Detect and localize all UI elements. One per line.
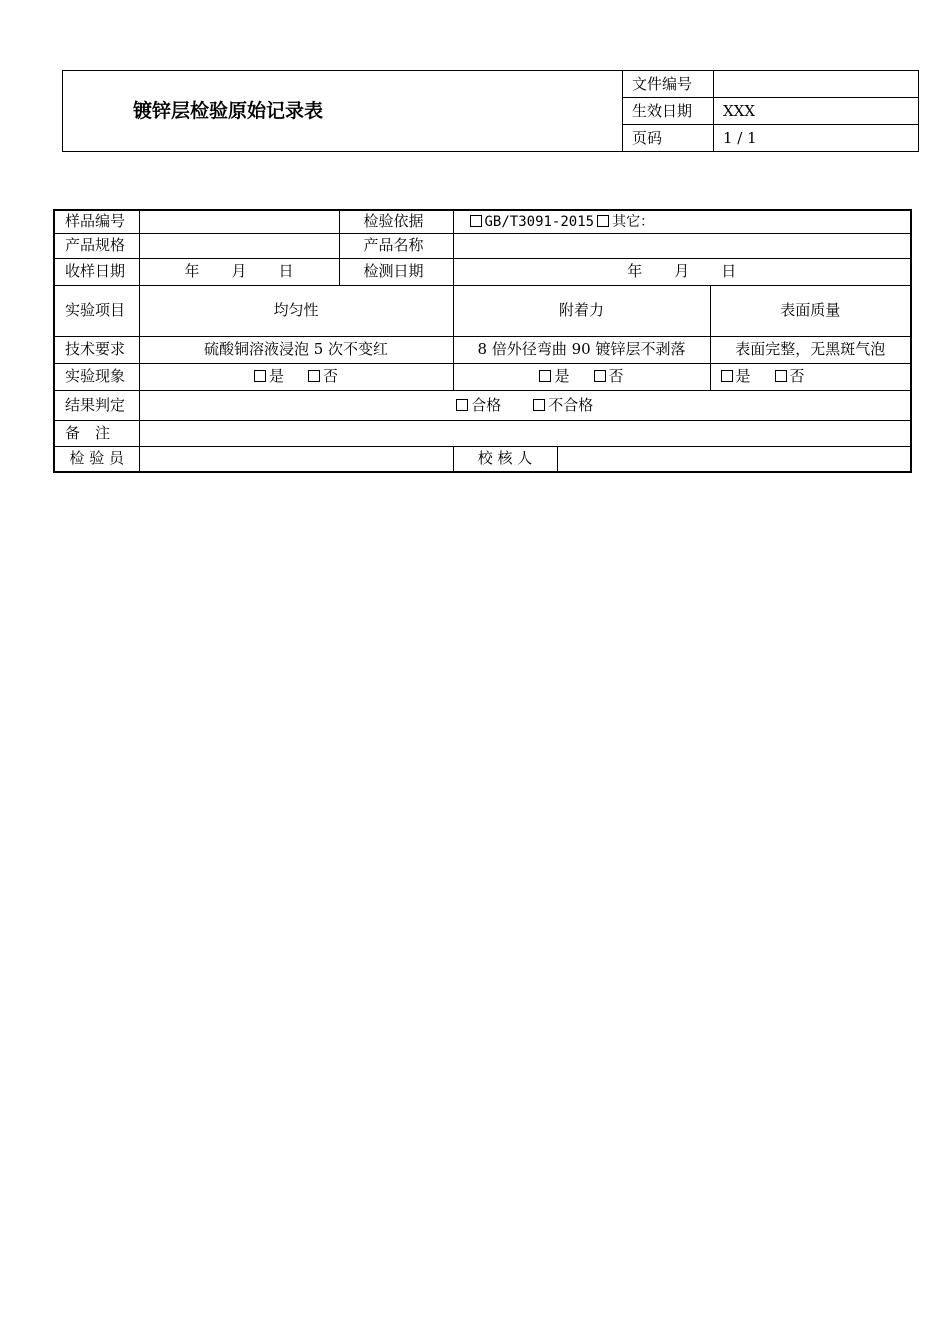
uniformity-no-label: 否 — [323, 367, 339, 385]
basis-options — [453, 210, 911, 233]
pass-label: 合格 — [471, 395, 502, 414]
table-row — [54, 285, 911, 336]
result-label: 结果判定 — [54, 390, 139, 420]
inspect-date-label: 检测日期 — [339, 258, 453, 285]
receive-date-label: 收样日期 — [54, 258, 139, 285]
test-item-adhesion: 附着力 — [453, 285, 710, 336]
test-item-surface: 表面质量 — [710, 285, 911, 336]
inspect-date-field[interactable] — [453, 258, 911, 285]
adhesion-yes-checkbox[interactable] — [539, 370, 551, 382]
file-no-label: 文件编号 — [623, 71, 714, 98]
inspector-label: 检 验 员 — [54, 446, 139, 472]
test-item-label: 实验项目 — [54, 285, 139, 336]
tech-req-label: 技术要求 — [54, 336, 139, 363]
document-title: 镀锌层检验原始记录表 — [63, 71, 623, 152]
table-row — [54, 258, 911, 285]
page-label: 页码 — [623, 125, 714, 152]
product-name-field[interactable] — [453, 233, 911, 258]
table-row — [54, 210, 911, 233]
fail-checkbox[interactable] — [533, 399, 545, 411]
requirement-surface: 表面完整，无黑斑气泡 — [710, 336, 911, 363]
phenomenon-uniformity — [139, 363, 453, 390]
surface-no-label: 否 — [789, 367, 805, 385]
receive-month: 月 — [231, 262, 247, 280]
test-item-uniformity: 均匀性 — [139, 285, 453, 336]
product-name-label: 产品名称 — [339, 233, 453, 258]
surface-yes-label: 是 — [735, 367, 751, 385]
phenomenon-adhesion — [453, 363, 710, 390]
table-row — [54, 363, 911, 390]
spec-field[interactable] — [139, 233, 339, 258]
remark-label: 备 注 — [54, 420, 139, 446]
file-no-value[interactable] — [714, 71, 919, 98]
adhesion-no-label: 否 — [608, 367, 624, 385]
table-row — [54, 233, 911, 258]
adhesion-yes-label: 是 — [554, 367, 570, 385]
uniformity-yes-label: 是 — [268, 367, 284, 385]
reviewer-label: 校 核 人 — [453, 446, 557, 472]
document-header — [62, 70, 919, 152]
table-row — [54, 390, 911, 420]
requirement-adhesion: 8 倍外径弯曲 90 镀锌层不剥落 — [453, 336, 710, 363]
basis-gb-checkbox[interactable] — [470, 215, 482, 227]
inspector-field[interactable] — [139, 446, 453, 472]
adhesion-no-checkbox[interactable] — [594, 370, 606, 382]
effective-date-value[interactable]: XXX — [714, 98, 919, 125]
table-row — [54, 336, 911, 363]
surface-no-checkbox[interactable] — [775, 370, 787, 382]
sample-no-label: 样品编号 — [54, 210, 139, 233]
phenomenon-surface — [710, 363, 911, 390]
remark-field[interactable] — [139, 420, 911, 446]
spec-label: 产品规格 — [54, 233, 139, 258]
sample-no-field[interactable] — [139, 210, 339, 233]
receive-day: 日 — [278, 262, 294, 280]
requirement-uniformity: 硫酸铜溶液浸泡 5 次不变红 — [139, 336, 453, 363]
inspect-year: 年 — [627, 262, 643, 280]
uniformity-yes-checkbox[interactable] — [254, 370, 266, 382]
page-value: 1 / 1 — [714, 125, 919, 152]
table-row — [54, 420, 911, 446]
inspect-month: 月 — [674, 262, 690, 280]
phenomenon-label: 实验现象 — [54, 363, 139, 390]
receive-year: 年 — [184, 262, 200, 280]
basis-other-checkbox[interactable] — [597, 215, 609, 227]
inspect-day: 日 — [721, 262, 737, 280]
inspection-record-table — [53, 209, 912, 473]
basis-other-label: 其它： — [612, 213, 655, 230]
surface-yes-checkbox[interactable] — [721, 370, 733, 382]
table-row — [54, 446, 911, 472]
pass-checkbox[interactable] — [456, 399, 468, 411]
result-options — [139, 390, 911, 420]
receive-date-field[interactable] — [139, 258, 339, 285]
reviewer-field[interactable] — [557, 446, 911, 472]
basis-label: 检验依据 — [339, 210, 453, 233]
uniformity-no-checkbox[interactable] — [308, 370, 320, 382]
effective-date-label: 生效日期 — [623, 98, 714, 125]
basis-gb-label: GB/T3091-2015 — [484, 213, 595, 230]
fail-label: 不合格 — [548, 395, 594, 414]
